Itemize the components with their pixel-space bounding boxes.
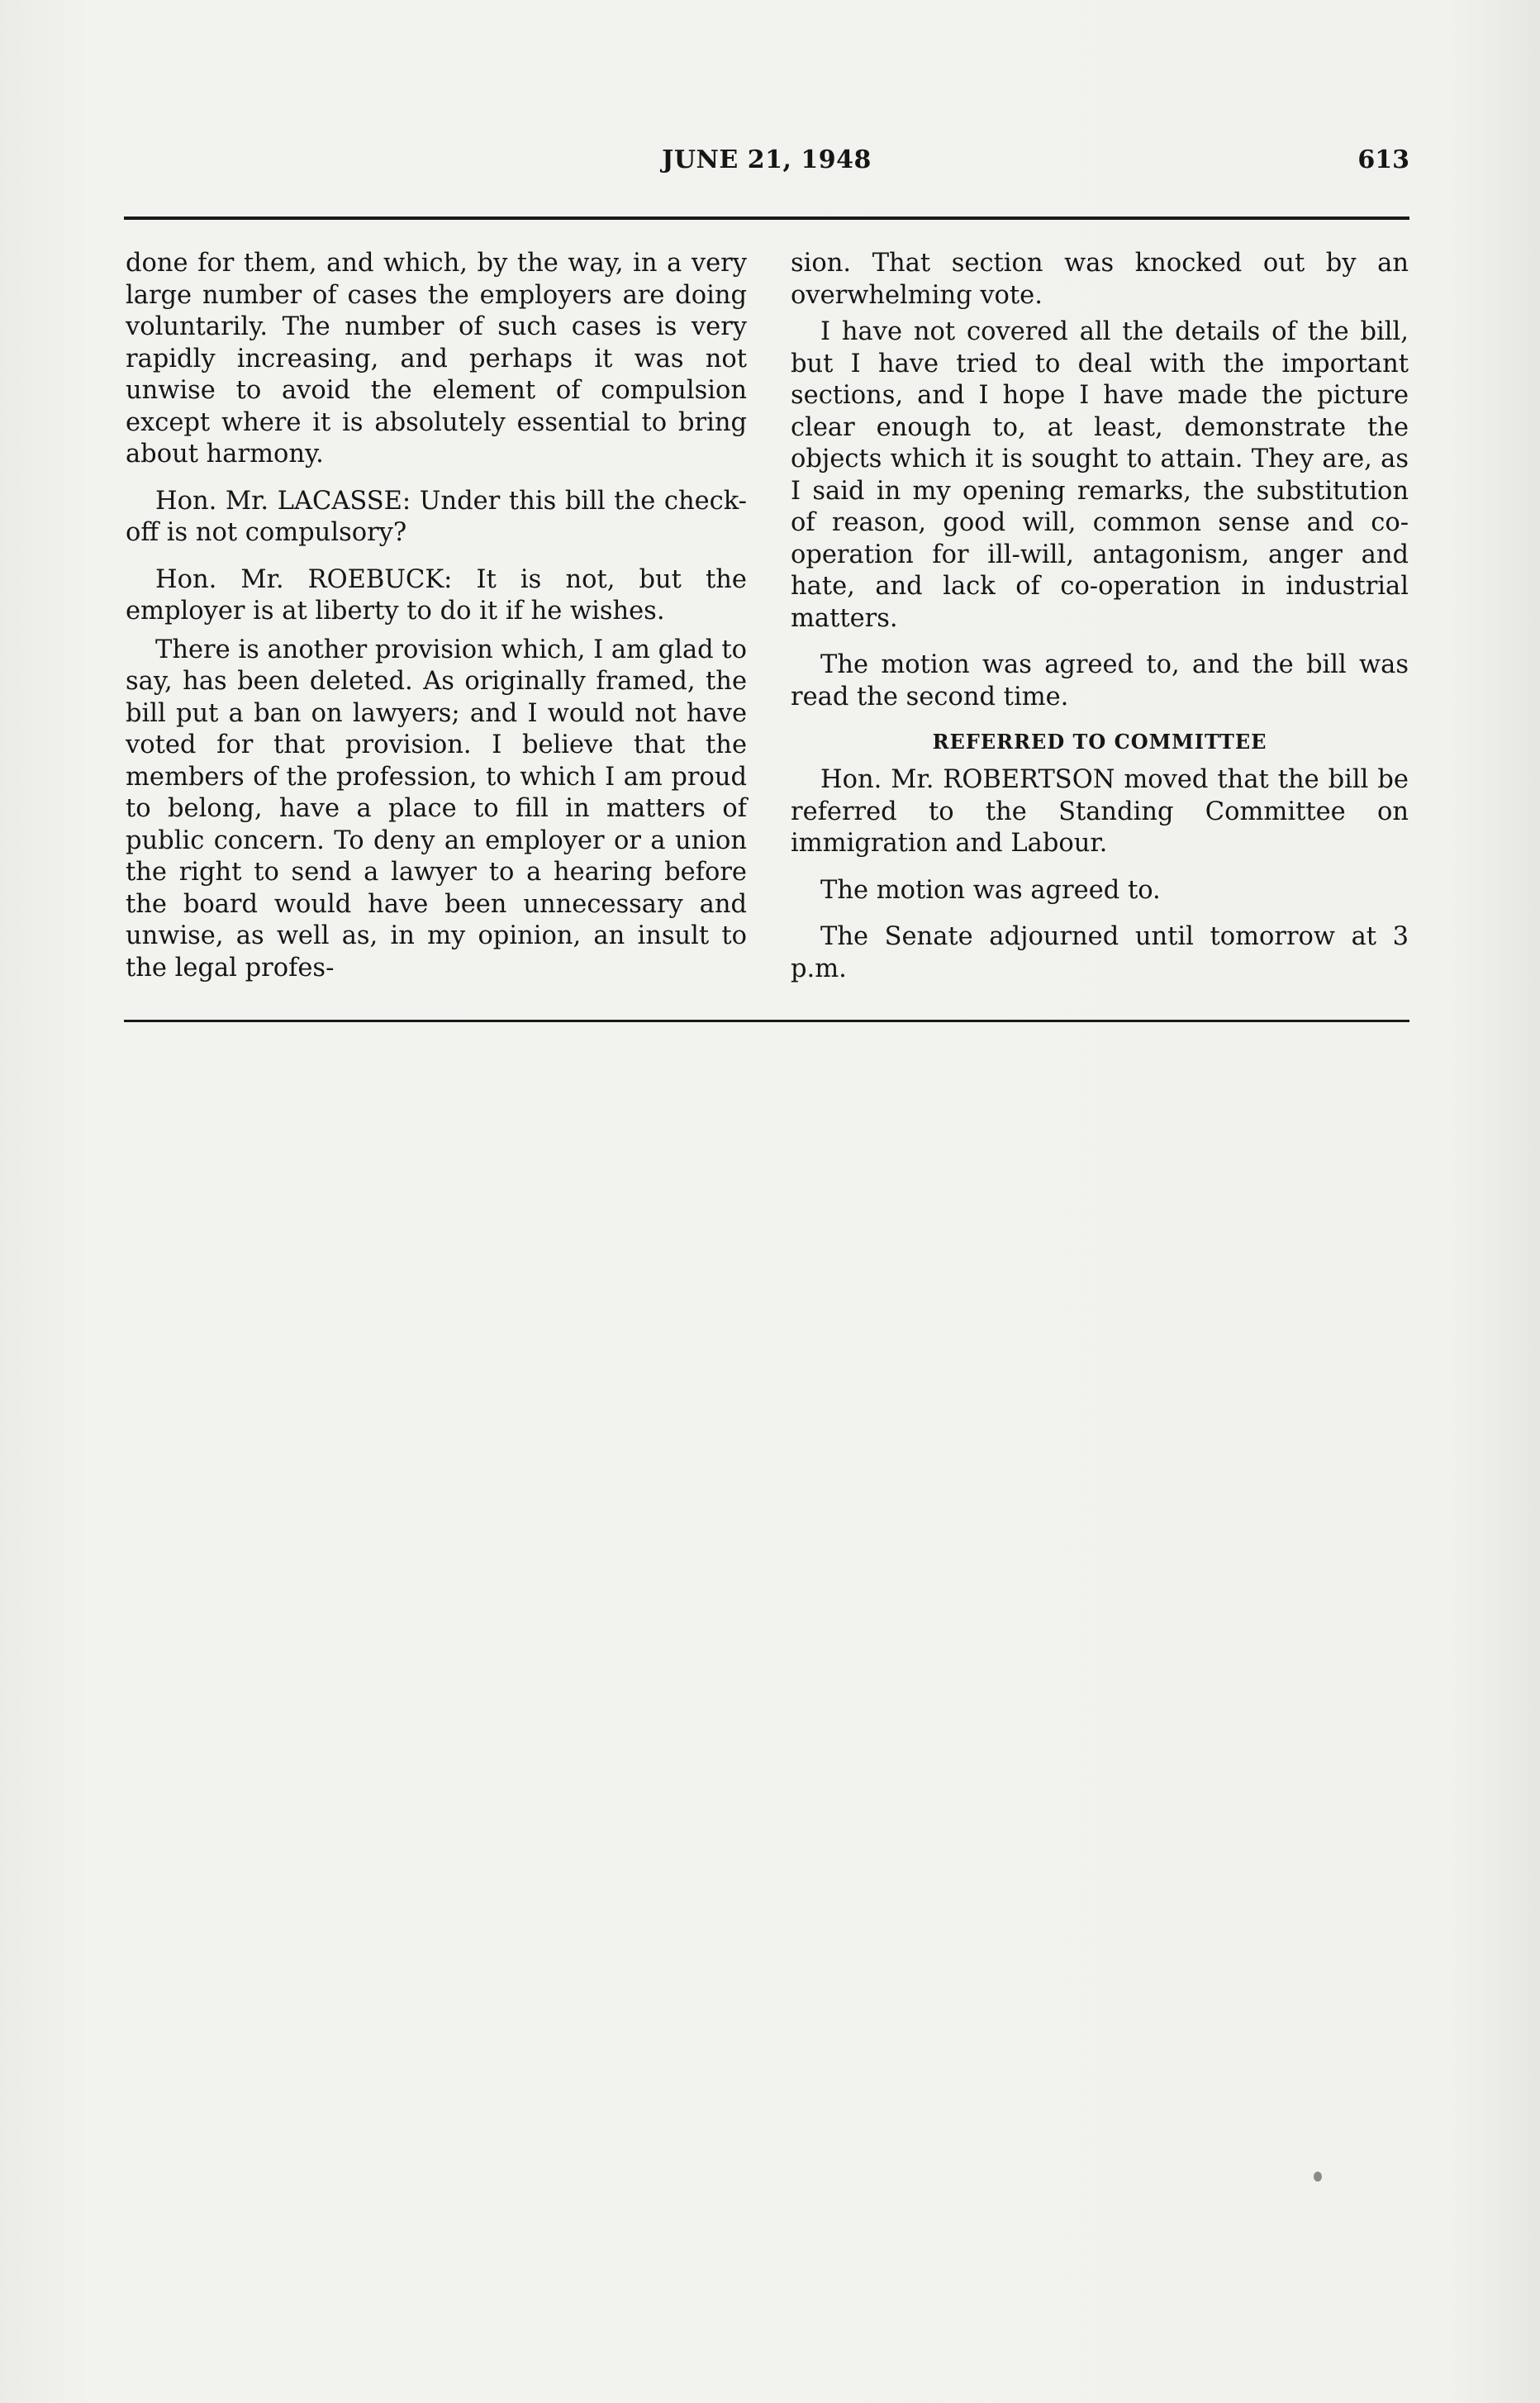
paragraph: done for them, and which, by the way, in a very large number of cases the employers are doing voluntarily. The number of such cases is very rapidly increasing, and perhaps it was not unwise to avoid the element of compulsion except where it is absolutely essential to bring about harmony. bbox=[126, 249, 747, 469]
right-column bbox=[791, 248, 1409, 985]
left-column bbox=[126, 248, 747, 984]
paragraph: There is another provision which, I am glad to say, has been deleted. As originally framed, the bill put a ban on lawyers; and I would not have voted for that provision. I believe that the members of the profession, to which I am proud to belong, have a place to fill in matters of public concern. To deny an employer or a union the right to send a lawyer to a hearing before the board would have been unnecessary and unwise, as well as, in my opinion, an insult to the legal profes- bbox=[126, 635, 747, 983]
page-date: JUNE 21, 1948 bbox=[662, 145, 872, 174]
paragraph: Hon. Mr. ROBERTSON moved that the bill be referred to the Standing Committee on immigration and Labour. bbox=[791, 765, 1409, 858]
page-number: 613 bbox=[1357, 145, 1409, 174]
paragraph: sion. That section was knocked out by an overwhelming vote. bbox=[791, 249, 1409, 310]
header-rule bbox=[124, 217, 1409, 220]
footer-rule bbox=[124, 1020, 1409, 1022]
paragraph: The motion was agreed to, and the bill was read the second time. bbox=[791, 650, 1409, 711]
paragraph: The motion was agreed to. bbox=[820, 875, 1161, 905]
paragraph: Hon. Mr. ROEBUCK: It is not, but the employer is at liberty to do it if he wishes. bbox=[126, 564, 747, 626]
paragraph: The Senate adjourned until tomorrow at 3 p.m. bbox=[791, 922, 1409, 983]
paragraph: Hon. Mr. LACASSE: Under this bill the check-off is not compulsory? bbox=[126, 486, 747, 547]
running-head bbox=[124, 145, 1409, 187]
section-heading: REFERRED TO COMMITTEE bbox=[932, 730, 1267, 754]
ink-speck bbox=[1314, 2172, 1322, 2182]
paragraph: I have not covered all the details of the bill, but I have tried to deal with the important sections, and I hope I have made the picture clear enough to, at least, demonstrate the objects which it is sought to attain. They are, as I said in my opening remarks, the substitution of reason, good will, common sense and co-operation for ill-will, antagonism, anger and hate, and lack of co-operation in industrial matters. bbox=[791, 317, 1409, 633]
